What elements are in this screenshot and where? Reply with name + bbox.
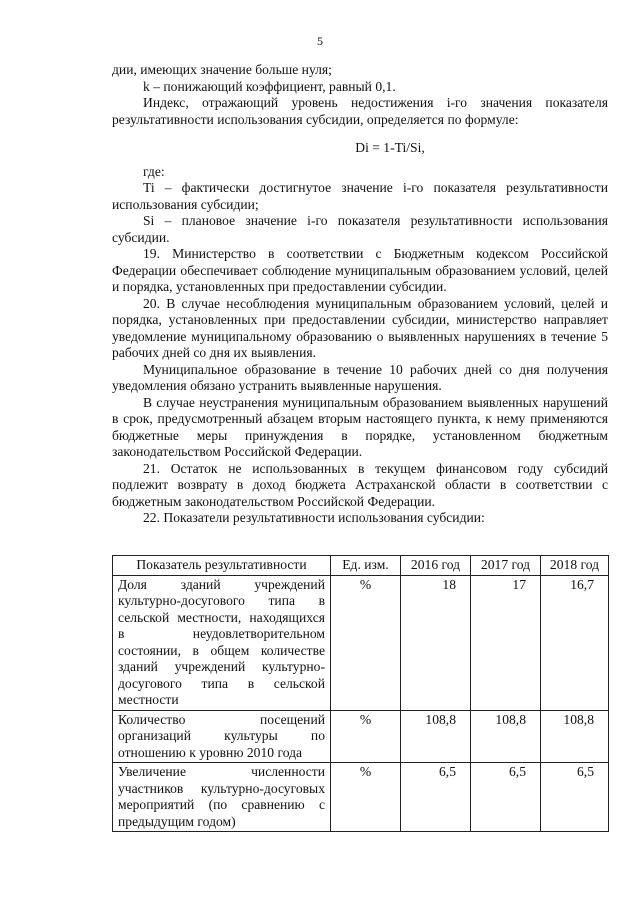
value-2016: 6,5	[401, 763, 471, 832]
results-table	[112, 555, 609, 832]
header-2016: 2016 год	[401, 556, 471, 576]
header-unit: Ед. изм.	[331, 556, 401, 576]
value-2018: 16,7	[541, 575, 609, 710]
indicator-name: Увеличение численности участников культурно-досуговых мероприятий (по сравнению с предыдущим годом)	[113, 763, 331, 832]
header-2018: 2018 год	[541, 556, 609, 576]
table-row	[113, 763, 609, 832]
table-header-row	[113, 556, 609, 576]
page-number: 5	[317, 34, 323, 48]
indicator-unit: %	[331, 575, 401, 710]
value-2016: 18	[401, 575, 471, 710]
value-2017: 108,8	[471, 710, 541, 763]
document-body	[112, 62, 608, 527]
header-indicator: Показатель результативности	[113, 556, 331, 576]
paragraph-19: 19. Министерство в соответствии с Бюджетным кодексом Российской Федерации обеспечивает соблюдение муниципальным образованием условий, целей и порядка, установленных при предоставлении субсидии.	[112, 246, 608, 294]
value-2017: 17	[471, 575, 541, 710]
value-2018: 6,5	[541, 763, 609, 832]
indicator-unit: %	[331, 763, 401, 832]
paragraph-k-definition: k – понижающий коэффициент, равный 0,1.	[143, 78, 396, 94]
paragraph-ti-definition: Ti – фактически достигнутое значение i-го показателя результативности использования субсидии;	[112, 180, 608, 212]
paragraph-22: 22. Показатели результативности использования субсидии:	[143, 510, 485, 525]
table-row	[113, 575, 609, 710]
formula: Di = 1-Ti/Si,	[355, 140, 425, 155]
paragraph-20-sanctions: В случае неустранения муниципальным образованием выявленных нарушений в срок, предусмотренный абзацем вторым настоящего пункта, к нему применяются бюджетные меры принуждения в порядке, установленном бюджетным законодательством Российской Федерации.	[112, 394, 608, 459]
paragraph-index-definition: Индекс, отражающий уровень недостижения i-го значения показателя результативности использования субсидии, определяется по формуле:	[112, 95, 608, 127]
paragraph-20: 20. В случае несоблюдения муниципальным образованием условий, целей и порядка, установленных при предоставлении субсидии, министерство направляет уведомление муниципальному образованию о выявленных нарушениях в течение 5 рабочих дней со дня их выявления.	[112, 295, 608, 360]
value-2016: 108,8	[401, 710, 471, 763]
indicator-unit: %	[331, 710, 401, 763]
paragraph-where: где:	[143, 163, 165, 179]
indicator-name: Количество посещений организаций культуры по отношению к уровню 2010 года	[113, 710, 331, 763]
paragraph-continuation: дии, имеющих значение больше нуля;	[112, 62, 332, 77]
value-2018: 108,8	[541, 710, 609, 763]
paragraph-21: 21. Остаток не использованных в текущем финансовом году субсидий подлежит возврату в доход бюджета Астраханской области в соответствии с бюджетным законодательством Российской Федерации.	[112, 460, 608, 509]
paragraph-si-definition: Si – плановое значение i-го показателя результативности использования субсидии.	[112, 213, 608, 245]
indicator-name: Доля зданий учреждений культурно-досугового типа в сельской местности, находящихся в неудовлетворительном состоянии, в общем количестве зданий учреждений культурно-досугового типа в сельской местности	[113, 575, 331, 710]
value-2017: 6,5	[471, 763, 541, 832]
table-row	[113, 710, 609, 763]
header-2017: 2017 год	[471, 556, 541, 576]
paragraph-20-notice: Муниципальное образование в течение 10 рабочих дней со дня получения уведомления обязано устранить выявленные нарушения.	[112, 361, 608, 393]
